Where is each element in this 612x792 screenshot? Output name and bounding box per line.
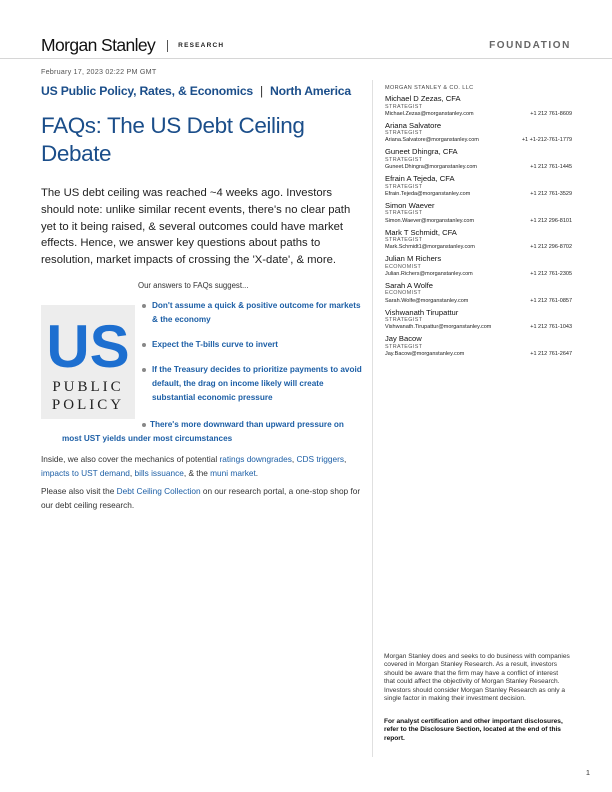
contact-name: Sarah A Wolfe — [385, 280, 433, 290]
contact-role: STRATEGIST — [385, 343, 423, 350]
contact-entry — [385, 228, 572, 252]
contact-phone: +1 212 296-8702 — [530, 244, 572, 251]
visit-prefix: Please also visit the — [41, 486, 117, 496]
contact-email[interactable]: Jay.Bacow@morganstanley.com — [385, 351, 465, 358]
contact-name: Mark T Schmidt, CFA — [385, 227, 457, 237]
contact-phone: +1 212 761-2647 — [530, 351, 572, 358]
contact-role: STRATEGIST — [385, 210, 423, 217]
ratings-downgrades-link[interactable]: ratings downgrades — [219, 454, 292, 464]
list-item[interactable] — [41, 418, 363, 446]
brand-divider — [167, 40, 168, 52]
contact-role: STRATEGIST — [385, 183, 423, 190]
contact-email[interactable]: Guneet.Dhingra@morganstanley.com — [385, 164, 477, 171]
contact-email[interactable]: Mark.Schmidt1@morganstanley.com — [385, 244, 475, 251]
contact-role: STRATEGIST — [385, 156, 423, 163]
us-public-policy-logo — [41, 305, 135, 419]
contact-phone: +1 212 761-2305 — [530, 270, 572, 277]
list-item[interactable]: Expect the T-bills curve to invert — [140, 338, 363, 352]
visit-suffix: on our research portal, a one-stop shop for our debt ceiling research. — [41, 486, 361, 510]
summary-paragraph: The US debt ceiling was reached ~4 weeks ago. Investors should note: unlike similar recent events, there's no clear path yet to it being raised, & several outcomes could have market effects. Hence, we answer key questions about paths to resolution, market impacts of crossing the 'X-date', & more. — [41, 187, 351, 267]
contact-entry — [385, 174, 572, 198]
inside-separator: , — [129, 468, 135, 478]
ust-demand-link[interactable]: impacts to UST demand — [41, 468, 130, 478]
title-line: FAQs: The US Debt Ceiling — [41, 113, 305, 138]
contact-name: Michael D Zezas, CFA — [385, 94, 461, 103]
contact-entry — [385, 281, 572, 305]
section-label: RESEARCH — [178, 42, 225, 49]
contact-name: Julian M Richers — [385, 254, 442, 264]
title-line: Debate — [41, 141, 112, 166]
inside-separator: , — [291, 454, 297, 464]
debt-ceiling-collection-link[interactable]: Debt Ceiling Collection — [116, 486, 201, 496]
bullet-dot — [142, 423, 146, 427]
contact-email[interactable]: Efrain.Tejeda@morganstanley.com — [385, 190, 471, 197]
contact-name: Ariana Salvatore — [385, 120, 442, 130]
inside-suffix: . — [255, 468, 259, 478]
faq-heading: Our answers to FAQs suggest... — [138, 281, 249, 290]
contact-email[interactable]: Julian.Richers@morganstanley.com — [385, 270, 473, 277]
firm-name: MORGAN STANLEY & CO. LLC — [385, 85, 474, 91]
contact-name: Efrain A Tejeda, CFA — [385, 174, 455, 184]
visit-paragraph — [41, 484, 363, 512]
faq-section — [41, 281, 363, 446]
main-column — [41, 84, 363, 269]
series-label: FOUNDATION — [489, 40, 571, 51]
last-bullet-line1: There's more downward than upward pressure on — [150, 420, 344, 429]
contact-name: Simon Waever — [385, 200, 435, 210]
us-public-policy-logo-art — [41, 305, 135, 419]
inside-separator: , & the — [183, 468, 211, 478]
subtitle-topic: US Public Policy, Rates, & Economics — [41, 84, 254, 98]
inside-prefix: Inside, we also cover the mechanics of potential — [41, 454, 220, 464]
contact-phone: +1 +1-212-761-1779 — [521, 137, 572, 144]
contact-name: Jay Bacow — [385, 334, 422, 344]
contact-role: STRATEGIST — [385, 237, 423, 244]
publish-date: February 17, 2023 02:22 PM GMT — [41, 67, 157, 76]
logo-us-text: US — [46, 313, 130, 380]
inside-paragraph — [41, 452, 363, 480]
contact-entry — [385, 121, 572, 145]
header-divider — [0, 58, 612, 59]
contact-role: ECONOMIST — [385, 290, 422, 297]
contact-entry — [385, 254, 572, 278]
contact-role: STRATEGIST — [385, 130, 423, 137]
contact-email[interactable]: Sarah.Wolfe@morganstanley.com — [385, 297, 469, 304]
faq-bullet-list — [140, 299, 363, 419]
contact-entry — [385, 201, 572, 225]
contact-role: STRATEGIST — [385, 317, 423, 324]
contact-name: Guneet Dhingra, CFA — [385, 147, 458, 157]
subtitle-separator: | — [260, 84, 263, 98]
disclaimer-text: Morgan Stanley does and seeks to do business with companies covered in Morgan Stanley Research. As a result, investors should be aware that the firm may have a conflict of interest that could affect the objectivity of Morgan Stanley Research. Investors should consider Morgan Stanley Research as only a single factor in making their investment decision. — [384, 653, 570, 703]
inside-separator: , — [344, 454, 347, 464]
last-bullet-line2: most UST yields under most circumstances — [62, 434, 233, 443]
contact-phone: +1 212 761-1445 — [530, 164, 572, 171]
brand-logo: Morgan Stanley — [41, 35, 156, 55]
contact-entry — [385, 308, 572, 332]
contact-entry — [385, 147, 572, 171]
contact-email[interactable]: Vishwanath.Tirupattur@morganstanley.com — [385, 324, 492, 331]
report-subtitle — [41, 84, 363, 98]
list-item[interactable]: Don't assume a quick & positive outcome for markets & the economy — [140, 299, 363, 327]
contact-phone: +1 212 761-0857 — [530, 297, 572, 304]
list-item[interactable]: If the Treasury decides to prioritize payments to avoid default, the drag on income likely will create substantial economic pressure — [140, 363, 363, 405]
contact-name: Vishwanath Tirupattur — [385, 307, 459, 317]
contact-phone: +1 212 296-8101 — [530, 217, 572, 224]
contact-role: STRATEGIST — [385, 103, 423, 110]
logo-policy-text: POLICY — [51, 397, 125, 413]
subtitle-region: North America — [269, 84, 351, 98]
contact-email[interactable]: Simon.Waever@morganstanley.com — [385, 217, 475, 224]
page-title — [41, 112, 363, 168]
contact-entry — [385, 334, 572, 358]
contact-email[interactable]: Michael.Zezas@morganstanley.com — [385, 110, 474, 117]
muni-market-link[interactable]: muni market — [210, 468, 256, 478]
contact-phone: +1 212 761-1043 — [530, 324, 572, 331]
brand-header — [41, 35, 224, 56]
cds-triggers-link[interactable]: CDS triggers — [296, 454, 345, 464]
contact-role: ECONOMIST — [385, 263, 422, 270]
page-number: 1 — [585, 768, 590, 777]
logo-public-text: PUBLIC — [52, 379, 124, 395]
contact-email[interactable]: Ariana.Salvatore@morganstanley.com — [385, 137, 479, 144]
contact-phone: +1 212 761-8609 — [530, 110, 572, 117]
contact-entry — [385, 94, 572, 118]
contact-phone: +1 212 761-3529 — [530, 190, 572, 197]
bills-issuance-link[interactable]: bills issuance — [134, 468, 184, 478]
disclosure-note: For analyst certification and other important disclosures, refer to the Disclosure Section, located at the end of this report. — [384, 718, 563, 742]
contact-list — [385, 94, 572, 358]
